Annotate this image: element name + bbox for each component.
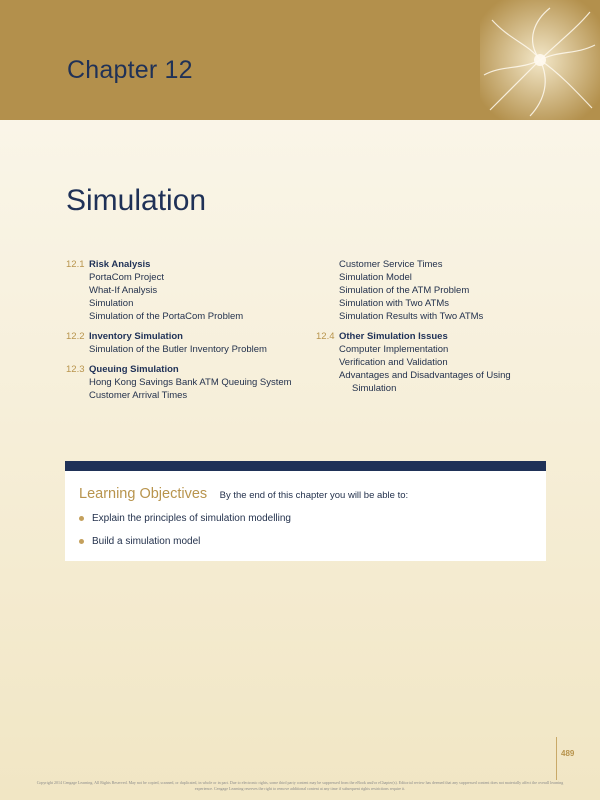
section-number: 12.3	[66, 364, 85, 375]
toc-item-continuation[interactable]: Simulation	[352, 383, 397, 394]
list-item	[79, 536, 291, 559]
toc-item[interactable]: Simulation of the PortaCom Problem	[89, 311, 244, 322]
section-title[interactable]: Inventory Simulation	[89, 331, 183, 342]
toc-item[interactable]: What-If Analysis	[89, 285, 158, 296]
toc-item[interactable]: Advantages and Disadvantages of Using	[339, 370, 511, 381]
section-number: 12.4	[316, 331, 335, 342]
learning-objectives-intro: By the end of this chapter you will be able to:	[219, 490, 409, 501]
toc-item[interactable]: Simulation with Two ATMs	[339, 298, 449, 309]
toc-item[interactable]: Customer Service Times	[339, 259, 443, 270]
toc-right-column	[316, 258, 556, 402]
chapter-title: Chapter 12	[67, 56, 193, 84]
section-number: 12.1	[66, 259, 85, 270]
toc-item[interactable]: Customer Arrival Times	[89, 390, 188, 401]
toc-item[interactable]: Simulation Results with Two ATMs	[339, 311, 484, 322]
copyright-notice: Copyright 2014 Cengage Learning. All Rights Reserved. May not be copied, scanned, or duplicated, in whole or in part. Due to electronic rights, some third party content may be suppressed from the eBook and/or eChapter(s). Editorial review has deemed that any suppressed content does not materially affect the overall learning experience. Cengage Learning reserves the right to remove additional content at any time if subsequent rights restrictions require it.	[36, 780, 564, 791]
toc-item[interactable]: PortaCom Project	[89, 272, 164, 283]
bullet-dot-icon	[79, 516, 84, 521]
toc-item[interactable]: Verification and Validation	[339, 357, 448, 368]
bullet-dot-icon	[79, 539, 84, 544]
toc-item[interactable]: Hong Kong Savings Bank ATM Queuing System	[89, 377, 292, 388]
section-title[interactable]: Queuing Simulation	[89, 364, 179, 375]
toc-section-12-2	[66, 330, 316, 356]
page-number-rule	[556, 737, 557, 780]
learning-objectives-box	[65, 461, 546, 561]
list-item	[79, 513, 291, 536]
learning-objectives-header	[79, 485, 408, 503]
section-number: 12.2	[66, 331, 85, 342]
toc-item[interactable]: Simulation	[89, 298, 134, 309]
toc-item[interactable]: Simulation of the Butler Inventory Problem	[89, 344, 267, 355]
toc-section-12-3	[66, 363, 316, 402]
toc-section-12-4	[316, 330, 556, 395]
fractal-ornament-icon	[480, 0, 600, 120]
learning-objectives-title: Learning Objectives	[79, 486, 208, 502]
toc-left-column	[66, 258, 316, 409]
section-title[interactable]: Other Simulation Issues	[339, 331, 448, 342]
learning-objectives-list	[79, 513, 291, 559]
toc-item[interactable]: Simulation of the ATM Problem	[339, 285, 470, 296]
objective-text: Build a simulation model	[92, 536, 201, 547]
page-title: Simulation	[66, 184, 207, 217]
section-title[interactable]: Risk Analysis	[89, 259, 151, 270]
page-number: 489	[561, 749, 575, 758]
toc-item[interactable]: Computer Implementation	[339, 344, 449, 355]
header-band	[0, 0, 600, 120]
toc-section-12-3-continued	[316, 258, 556, 323]
learning-objectives-bar	[65, 461, 546, 471]
toc-section-12-1	[66, 258, 316, 323]
toc-item[interactable]: Simulation Model	[339, 272, 412, 283]
objective-text: Explain the principles of simulation modelling	[92, 513, 291, 524]
